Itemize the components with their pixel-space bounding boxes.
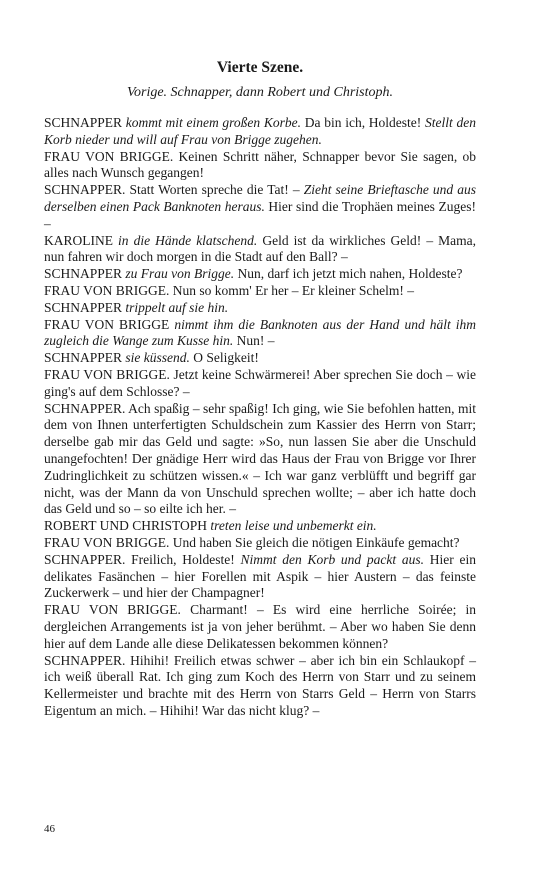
dialogue-paragraph bbox=[44, 350, 476, 367]
dialogue-paragraph bbox=[44, 233, 476, 267]
dialogue-text: Geld ist da wirkliches Geld! – Mama, nun fahren wir doch morgen in die Stadt auf den Ball? – bbox=[44, 232, 476, 265]
dialogue-text: O Seligkeit! bbox=[189, 350, 259, 366]
dialogue-text: SCHNAPPER. Ach spaßig – sehr spaßig! Ich ging, wie Sie befohlen hatten, mit dem von Ihnen unterfertigten Schuldschein zum Kassier des Herrn von Starr; derselbe gab mir das Geld und sagte: »So, nun lassen Sie aber die Unschuld unangefochten! Der gnädige Herr wird das Haus der Frau von Brigge vor Ihrer Zudringlichkeit zu schützen wissen.« – Ich war ganz verblüfft und begriff gar nicht, was der Mann da von Unschuld sprechen wollte; – aber ich hatte doch das Geld und so – so eilte ich her. – bbox=[44, 400, 476, 517]
dialogue-paragraph bbox=[44, 401, 476, 519]
dialogue-text: SCHNAPPER. Hihihi! Freilich etwas schwer – aber ich bin ein Schlaukopf – ich weiß überall Rat. Ich ging zum Koch des Herrn von Starr und zu seinem Kellermeister und brachte mit des Herrn von Starrs Geld – Herrn von Starrs Eigentum an mich. – Hihihi! War das nicht klug? – bbox=[44, 652, 476, 718]
dialogue-text: Hier sind die Trophäen meines Zuges! – bbox=[44, 198, 476, 231]
dialogue-paragraph bbox=[44, 535, 476, 552]
stage-direction: sie küssend. bbox=[125, 350, 190, 366]
stage-direction: Stellt den Korb nieder und will auf Frau von Brigge zugehen. bbox=[44, 115, 476, 147]
dialogue-paragraph bbox=[44, 283, 476, 300]
dialogue-text: Nun, darf ich jetzt mich nahen, Holdeste? bbox=[234, 266, 463, 282]
dialogue-text: FRAU VON BRIGGE bbox=[44, 316, 175, 332]
scene-subtitle: Vorige. Schnapper, dann Robert und Christoph. bbox=[127, 85, 393, 100]
dialogue-paragraph bbox=[44, 367, 476, 401]
dialogue-paragraph bbox=[44, 149, 476, 183]
page-number: 46 bbox=[44, 823, 55, 835]
dialogue-paragraph bbox=[44, 653, 476, 720]
dialogue-text: SCHNAPPER bbox=[44, 115, 126, 130]
page bbox=[44, 58, 476, 720]
stage-direction: in die Hände klatschend. bbox=[118, 232, 258, 248]
dialogue-text: SCHNAPPER bbox=[44, 299, 126, 315]
dialogue-text: FRAU VON BRIGGE. Und haben Sie gleich die nötigen Einkäufe gemacht? bbox=[44, 534, 460, 550]
dialogue-text: Nun! – bbox=[233, 333, 275, 349]
dialogue-text: SCHNAPPER bbox=[44, 350, 126, 366]
dialogue-paragraph bbox=[44, 266, 476, 283]
dialogue-text: SCHNAPPER. Statt Worten spreche die Tat! – bbox=[44, 182, 304, 198]
dialogue-text: FRAU VON BRIGGE. Nun so komm' Er her – Er kleiner Schelm! – bbox=[44, 282, 415, 298]
stage-direction: Nimmt den Korb und packt aus. bbox=[240, 551, 425, 567]
stage-direction: zu Frau von Brigge. bbox=[125, 266, 235, 282]
stage-direction: trippelt auf sie hin. bbox=[125, 299, 229, 315]
dialogue-text: Da bin ich, Holdeste! bbox=[301, 115, 426, 130]
dialogue-paragraph bbox=[44, 518, 476, 535]
dialogue-paragraph bbox=[44, 602, 476, 652]
dialogue-body bbox=[44, 115, 476, 720]
dialogue-text: FRAU VON BRIGGE. Charmant! – Es wird eine herrliche Soirée; in dergleichen Arrangements ist ja von jeher berühmt. – Aber wo haben Sie denn hier auf dem Lande alle diese Delikatessen bekommen können? bbox=[44, 602, 476, 651]
dialogue-text: SCHNAPPER. Freilich, Holdeste! bbox=[44, 551, 241, 567]
stage-direction: kommt mit einem großen Korbe. bbox=[125, 115, 302, 130]
dialogue-text: FRAU VON BRIGGE. Keinen Schritt näher, Schnapper bevor Sie sagen, ob alles nach Wunsch gegangen! bbox=[44, 148, 476, 181]
dialogue-text: Hier ein delikates Fasänchen – hier Forellen mit Aspik – hier Austern – das feinste Zuckerwerk – und hier der Champagner! bbox=[44, 551, 476, 601]
dialogue-text: SCHNAPPER bbox=[44, 266, 126, 282]
dialogue-paragraph bbox=[44, 115, 476, 149]
scene-title: Vierte Szene. bbox=[216, 59, 304, 76]
stage-direction: nimmt ihm die Banknoten aus der Hand und hält ihm zugleich die Wange zum Kusse hin. bbox=[44, 316, 476, 349]
stage-direction: Zieht seine Brieftasche und aus derselben einen Pack Banknoten heraus. bbox=[44, 182, 477, 214]
dialogue-text: KAROLINE bbox=[44, 232, 119, 248]
dialogue-paragraph bbox=[44, 300, 476, 317]
dialogue-paragraph bbox=[44, 182, 476, 232]
dialogue-paragraph bbox=[44, 552, 476, 602]
stage-direction: treten leise und unbemerkt ein. bbox=[210, 518, 377, 534]
dialogue-text: ROBERT UND CHRISTOPH bbox=[44, 518, 211, 534]
dialogue-paragraph bbox=[44, 317, 476, 351]
dialogue-text: FRAU VON BRIGGE. Jetzt keine Schwärmerei! Aber sprechen Sie doch – wie ging's auf dem Schlosse? – bbox=[44, 366, 476, 399]
